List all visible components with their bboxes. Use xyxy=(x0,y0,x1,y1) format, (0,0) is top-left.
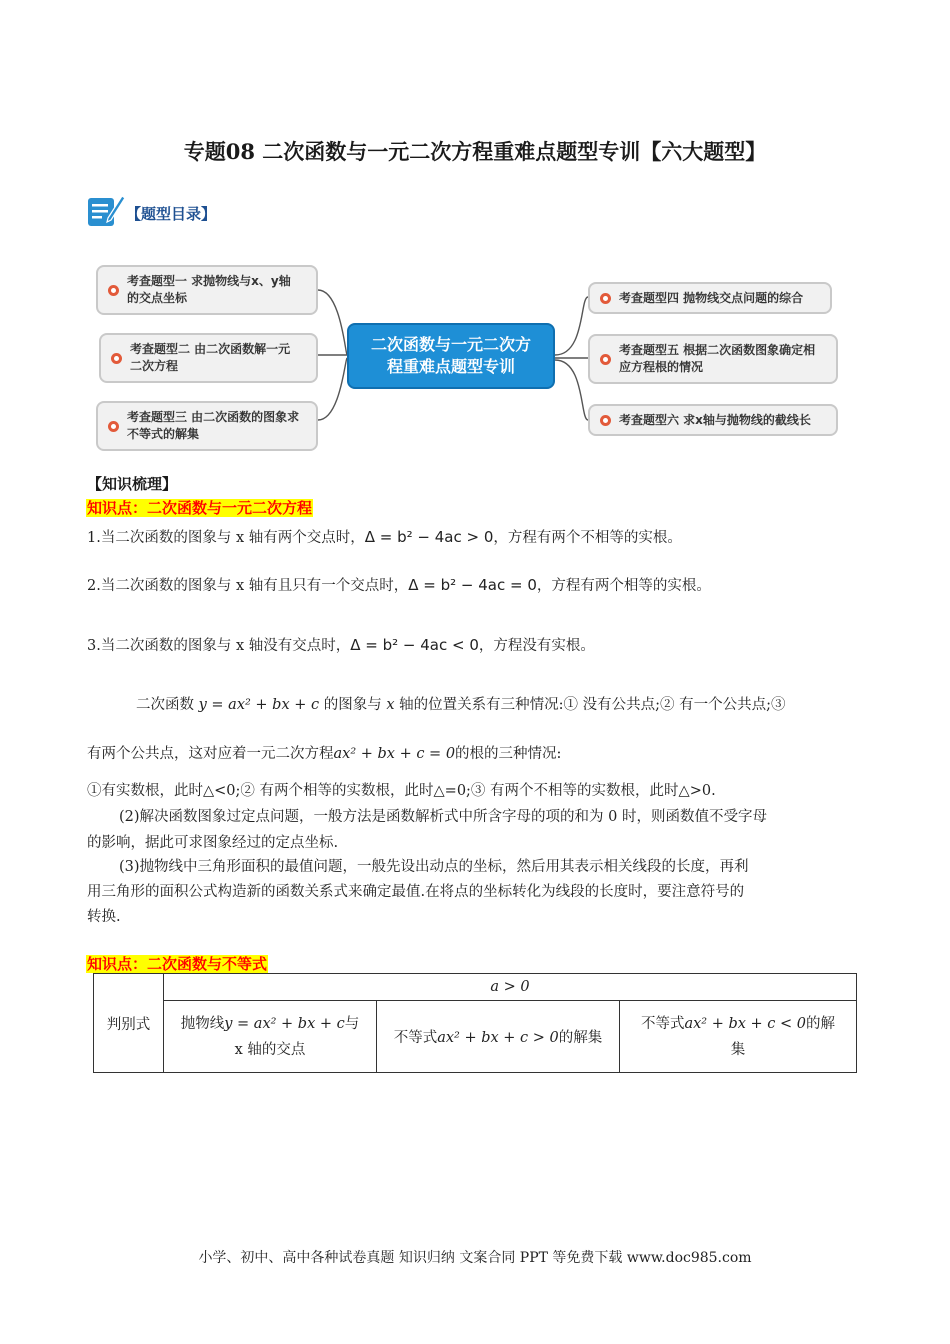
toc-item-type2[interactable]: 考查题型二 由二次函数解一元 二次方程 xyxy=(99,333,318,383)
bullet-icon xyxy=(108,285,119,296)
toc-item-type6[interactable]: 考查题型六 求x轴与抛物线的截线长 xyxy=(588,404,838,436)
rule-line-2: 2.当二次函数的图象与 x 轴有且只有一个交点时，Δ = b² − 4ac = 0，方程有两个相等的实根。 xyxy=(87,576,711,594)
toc-item-type1[interactable]: 考查题型一 求抛物线与x、y轴 的交点坐标 xyxy=(96,265,318,315)
table-cell-greater-solution: 不等式ax² + bx + c > 0的解集 xyxy=(377,1001,620,1073)
knowledge-point-1: 知识点：二次函数与一元二次方程 xyxy=(87,499,313,517)
bullet-icon xyxy=(600,354,611,365)
bullet-icon xyxy=(600,293,611,304)
page-footer: 小学、初中、高中各种试卷真题 知识归纳 文案合同 PPT 等免费下载 www.doc985.com xyxy=(198,1250,752,1266)
rule-line-3: 3.当二次函数的图象与 x 轴没有交点时，Δ = b² − 4ac < 0，方程没有实根。 xyxy=(87,636,595,654)
bullet-icon xyxy=(111,353,122,364)
paragraph-a: 二次函数 y = ax² + bx + c 的图象与 x 轴的位置关系有三种情况:① 没有公共点;② 有一个公共点;③ xyxy=(136,697,786,713)
paragraph-c: ①有实数根，此时△<0;② 有两个相等的实数根，此时△=0;③ 有两个不相等的实数根，此时△>0. xyxy=(87,783,716,799)
paragraph-e-line3: 转换. xyxy=(87,909,121,925)
toc-heading: 【题型目录】 xyxy=(126,205,217,223)
bullet-icon xyxy=(108,421,119,432)
paragraph-d-line1: (2)解决函数图象过定点问题，一般方法是函数解析式中所含字母的项的和为 0 时，则函数值不受字母 xyxy=(119,809,767,825)
mindmap-center: 二次函数与一元二次方 程重难点题型专训 xyxy=(347,323,555,389)
notepad-pencil-icon xyxy=(86,190,126,230)
paragraph-e-line1: (3)抛物线中三角形面积的最值问题，一般先设出动点的坐标，然后用其表示相关线段的长度，再利 xyxy=(119,859,749,875)
toc-item-type3[interactable]: 考查题型三 由二次函数的图象求 不等式的解集 xyxy=(96,401,318,451)
table-cell-less-solution: 不等式ax² + bx + c < 0的解 集 xyxy=(620,1001,857,1073)
rule-line-1: 1.当二次函数的图象与 x 轴有两个交点时，Δ = b² − 4ac > 0，方程有两个不相等的实根。 xyxy=(87,528,682,546)
paragraph-b: 有两个公共点，这对应着一元二次方程ax² + bx + c = 0的根的三种情况: xyxy=(87,746,562,762)
paragraph-e-line2: 用三角形的面积公式构造新的函数关系式来确定最值.在将点的坐标转化为线段的长度时，要注意符号的 xyxy=(87,884,745,900)
toc-item-type4[interactable]: 考查题型四 抛物线交点问题的综合 xyxy=(588,282,832,314)
toc-item-type5[interactable]: 考查题型五 根据二次函数图象确定相 应方程根的情况 xyxy=(588,334,838,384)
knowledge-point-2: 知识点：二次函数与不等式 xyxy=(87,955,268,973)
paragraph-d-line2: 的影响，据此可求图象经过的定点坐标. xyxy=(87,835,339,851)
table-header-discriminant: 判别式 xyxy=(94,974,164,1073)
bullet-icon xyxy=(600,415,611,426)
table-header-a-positive: a > 0 xyxy=(164,974,857,1001)
page-title: 专题08 二次函数与一元二次方程重难点题型专训【六大题型】 xyxy=(183,139,767,164)
knowledge-heading: 【知识梳理】 xyxy=(87,475,178,493)
table-cell-intersection: 抛物线y = ax² + bx + c与 x 轴的交点 xyxy=(164,1001,377,1073)
inequality-table xyxy=(93,973,857,1073)
